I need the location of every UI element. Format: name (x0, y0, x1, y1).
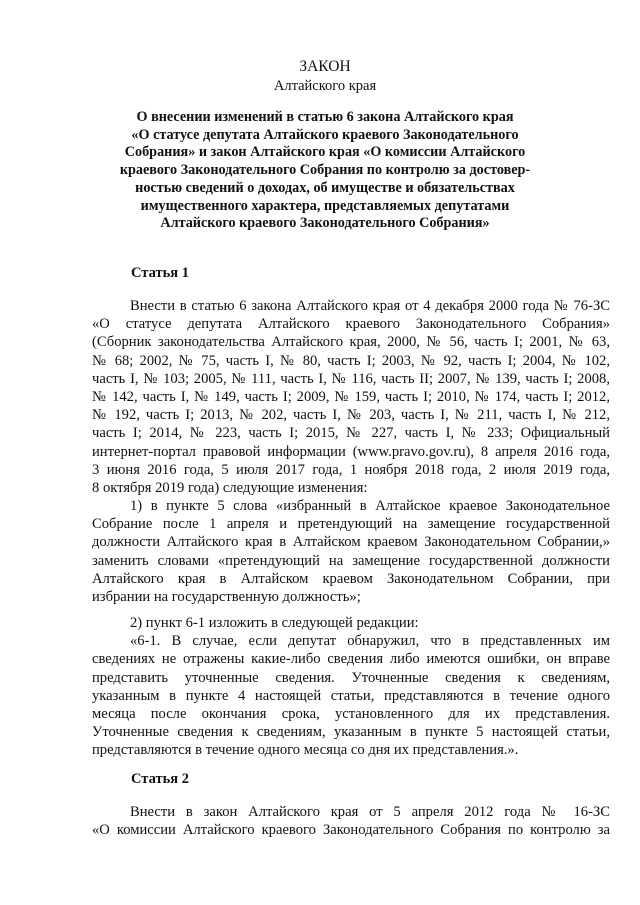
article-2-heading: Статья 2 (131, 771, 189, 787)
body-line: часть I; 2014, № 223, часть I; 2015, № 227, часть I, № 233; Официальный (92, 425, 610, 442)
item-line: избрании на государственную должность»; (92, 589, 361, 606)
body-line: Внести в закон Алтайского края от 5 апреля 2012 года № 16-ЗС (130, 804, 610, 820)
article-1-body (92, 297, 610, 497)
title-line: имущественного характера, представляемых депутатами (140, 197, 510, 214)
item-line: заменить словами «претендующий на замещение государственной должности (92, 552, 610, 569)
article-1-heading: Статья 1 (131, 265, 189, 281)
title-line: «О статусе депутата Алтайского краевого Законодательного (131, 126, 519, 143)
law-title: ЗАКОН (299, 58, 351, 75)
item-line: представляются в течение одного месяца со дня их представления.». (92, 742, 519, 759)
body-line: № 68; 2002, № 75, часть I, № 80, часть I; 2003, № 92, часть I; 2004, № 102, (92, 352, 610, 369)
body-line: часть I, № 103; 2005, № 111, часть I, № 116, часть II; 2007, № 139, часть I; 2008, (92, 370, 610, 387)
item-line: 1) в пункте 5 слова «избранный в Алтайское краевое Законодательное (130, 498, 610, 514)
body-line: «О статусе депутата Алтайского краевого Законодательного Собрания» (92, 316, 610, 333)
title-line: краевого Законодательного Собрания по контролю за достовер- (119, 162, 531, 179)
item-line: «6-1. В случае, если депутат обнаружил, что в представленных им (130, 633, 610, 650)
body-line: № 192, часть I; 2013, № 202, часть I, № 203, часть I, № 211, часть I, № 212, (92, 407, 610, 424)
article-2-body (92, 803, 610, 839)
body-line: «О комиссии Алтайского краевого Законодательного Собрания по контролю за (92, 822, 610, 839)
item-line: Собрание после 1 апреля и претендующий на замещение государственной (92, 516, 610, 533)
item-line: должности Алтайского края в Алтайском краевом Законодательном Собрании,» (92, 534, 610, 551)
item-line: месяца после окончания срока, установленного для их представления. (92, 706, 610, 723)
title-line: Алтайского краевого Законодательного Собрания» (160, 215, 490, 232)
body-line: № 142, часть I, № 149, часть I; 2009, № 159, часть I; 2010, № 174, часть I; 2012, (92, 389, 610, 406)
body-line: (Сборник законодательства Алтайского края, 2000, № 56, часть I; 2001, № 63, (92, 334, 610, 351)
body-line: Внести в статью 6 закона Алтайского края от 4 декабря 2000 года № 76-ЗС (130, 298, 610, 314)
title-line: Собрания» и закон Алтайского края «О комиссии Алтайского (124, 144, 526, 161)
body-line: интернет-портал правовой информации (www.pravo.gov.ru), 8 апреля 2016 года, (92, 443, 610, 460)
article-1-item-1 (92, 497, 610, 606)
region-subtitle: Алтайского края (273, 78, 377, 94)
item-line: Уточненные сведения к сведениям, указанным в пункте 5 настоящей статьи, (92, 724, 610, 741)
item-line: указанным в пункте 4 настоящей статьи, представляются в течение одного (92, 687, 610, 704)
item-line: Алтайского края в Алтайском краевом Законодательном Собрании, при (92, 570, 610, 587)
title-line: ностью сведений о доходах, об имуществе и обязательствах (135, 179, 515, 196)
title-line: О внесении изменений в статью 6 закона Алтайского края (136, 109, 514, 125)
item-intro: 2) пункт 6-1 изложить в следующей редакции: (130, 615, 419, 631)
item-line: сведениях не отражены какие-либо сведения либо имеются ошибки, он вправе (92, 651, 610, 668)
body-line: 3 июня 2016 года, 5 июля 2017 года, 1 ноября 2018 года, 2 июля 2019 года, (92, 461, 610, 478)
article-1-item-2 (92, 614, 610, 760)
body-line: 8 октября 2019 года) следующие изменения: (92, 480, 368, 497)
item-line: представить уточненные сведения. Уточненные сведения к сведениям, (92, 669, 610, 686)
document-title (60, 109, 590, 233)
